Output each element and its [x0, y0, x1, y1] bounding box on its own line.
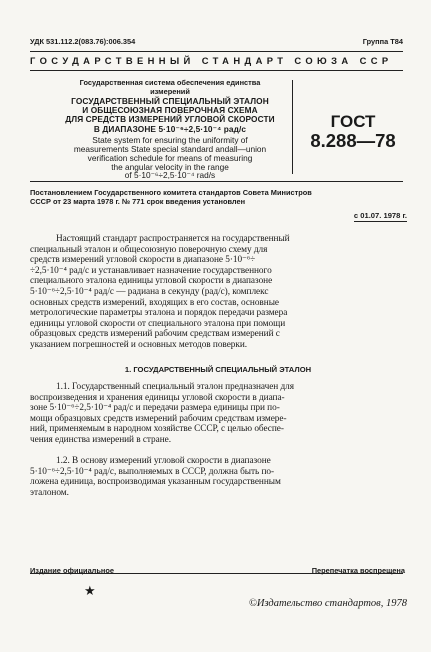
clause-1-1	[30, 382, 406, 446]
system-title-line: измерений	[150, 87, 190, 96]
text-line: эталоном.	[30, 487, 69, 498]
text-line: средств измерений угловой скорости в диапазоне 5·10⁻⁶÷	[30, 255, 256, 266]
header-rule-top	[30, 51, 403, 52]
standard-banner: ГОСУДАРСТВЕННЫЙ СТАНДАРТ СОЮЗА ССР	[30, 55, 393, 66]
text-line: единицы угловой скорости от специального эталона при помощи	[30, 318, 286, 329]
text-line: 1.1. Государственный специальный эталон предназначен для	[56, 382, 294, 392]
section-heading: 1. ГОСУДАРСТВЕННЫЙ СПЕЦИАЛЬНЫЙ ЭТАЛОН	[124, 365, 312, 374]
decree-text	[30, 188, 408, 207]
clause-1-2	[30, 456, 406, 498]
gost-number: 8.288—78	[310, 130, 396, 151]
text-line: 5·10⁻⁶÷2,5·10⁻⁴ рад/с — радиана в секунду (рад/с), комплекс	[30, 286, 269, 297]
text-line: воспроизведения и хранения единицы угловой скорости в диапа-	[30, 392, 285, 403]
system-title-line: Государственная система обеспечения единства	[79, 78, 261, 87]
english-title-line: State system for ensuring the uniformity of	[92, 134, 248, 145]
text-line: 1.2. В основу измерений угловой скорости в диапазоне	[56, 456, 271, 466]
footer-rule	[30, 573, 403, 574]
system-title	[48, 78, 292, 96]
text-line: основных средств измерений, входящих в его состав, основные	[30, 297, 279, 308]
title-block	[48, 78, 292, 180]
star-icon: ★	[84, 583, 96, 598]
english-title-line: measurements State special standard andall—union	[73, 143, 267, 154]
header-rule-bottom	[30, 70, 403, 71]
main-title-line: В ДИАПАЗОНЕ 5·10⁻⁶÷2,5·10⁻⁴ рад/с	[93, 123, 247, 134]
main-title-line: ДЛЯ СРЕДСТВ ИЗМЕРЕНИЙ УГЛОВОЙ СКОРОСТИ	[65, 114, 275, 125]
official-edition: Издание официальное	[30, 566, 115, 575]
header-line	[30, 37, 403, 49]
gost-designation	[300, 112, 406, 150]
text-line: чения единства измерений в стране.	[30, 434, 172, 445]
reprint-notice: Перепечатка воспрещена	[311, 566, 405, 575]
text-line: специальный эталон и общесоюзную поверочную схему для	[30, 244, 268, 255]
text-line: зоне 5·10⁻⁶÷2,5·10⁻⁴ рад/с и передачи размера единицы при по-	[30, 403, 280, 414]
english-title-line: verification schedule for means of measuring	[87, 152, 253, 163]
text-line: ний, применяемым в народном хозяйстве СССР, с целью обеспе-	[30, 424, 284, 435]
decree-line: СССР от 23 марта 1978 г. № 771 срок введения установлен	[30, 197, 246, 207]
text-line: образцовых средств измерений рабочим средствам измерений с	[30, 329, 280, 340]
english-title-line: the angular velocity in the range	[111, 161, 229, 172]
english-title	[48, 136, 292, 181]
text-line: метрологические параметры эталона и порядок передачи размера	[30, 308, 288, 319]
main-title-line: ГОСУДАРСТВЕННЫЙ СПЕЦИАЛЬНЫЙ ЭТАЛОН	[71, 96, 269, 106]
text-line: мощи образцовых средств измерений рабочим средствам измере-	[30, 413, 287, 424]
main-title	[48, 97, 292, 134]
english-title-line: of 5·10⁻⁶÷2,5·10⁻⁴ rad/s	[124, 170, 216, 181]
text-line: ложена единица, воспроизводимая указанным государственным	[30, 477, 281, 488]
publisher-copyright: ©Издательство стандартов, 1978	[248, 598, 407, 609]
text-line: специального эталона единицы угловой скорости в диапазоне	[30, 276, 273, 287]
effective-date: с 01.07. 1978 г.	[353, 211, 407, 220]
gost-label: ГОСТ	[330, 112, 376, 131]
text-line: указанием погрешностей и основных методов поверки.	[30, 339, 248, 350]
main-title-line: И ОБЩЕСОЮЗНАЯ ПОВЕРОЧНАЯ СХЕМА	[82, 105, 258, 116]
decree-rule	[30, 181, 403, 182]
title-divider	[292, 80, 293, 174]
intro-paragraph	[30, 234, 406, 351]
text-line: 5·10⁻⁶÷2,5·10⁻⁴ рад/с, выполняемых в СССР, должна быть по-	[30, 466, 275, 477]
decree-line: Постановлением Государственного комитета стандартов Совета Министров	[30, 188, 312, 197]
group-code: Группа Т84	[362, 37, 403, 46]
text-line: Настоящий стандарт распространяется на государственный	[56, 234, 290, 244]
text-line: ÷2,5·10⁻⁴ рад/с и устанавливает назначение государственного	[30, 265, 272, 276]
udk-code: УДК 531.112.2(083.76):006.354	[30, 37, 136, 46]
